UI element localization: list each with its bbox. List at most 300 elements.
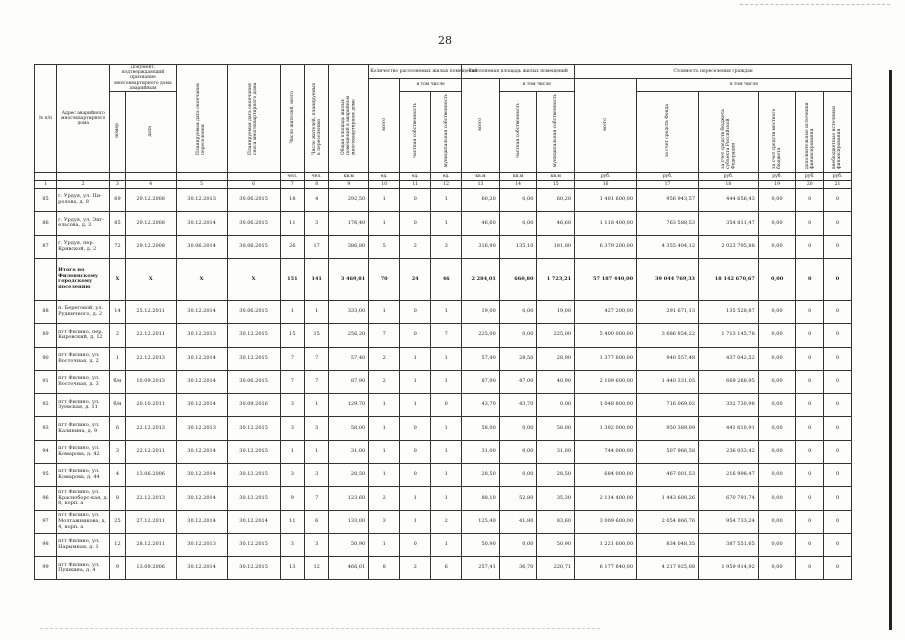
table-cell: 0 [400, 533, 431, 556]
table-cell: 216 998,47 [699, 464, 759, 487]
unit-cell: руб. [575, 173, 637, 181]
table-cell: 28,50 [462, 464, 500, 487]
table-cell: 1 [431, 487, 462, 510]
table-cell: 28,90 [537, 347, 575, 370]
table-cell: 30.09.2016 [227, 394, 280, 417]
table-cell: 386,80 [329, 235, 369, 258]
hdr-area-municipal: муниципальная собственность [537, 91, 575, 172]
table-cell: 3 [431, 235, 462, 258]
table-cell: 2 [369, 347, 400, 370]
table-cell: 89 [35, 324, 57, 347]
unit-cell: руб. [699, 173, 759, 181]
table-cell: 13.06.2006 [125, 464, 176, 487]
table-cell: 2 054 866,76 [637, 510, 699, 533]
table-cell: X [227, 258, 280, 300]
table-cell: 0 [400, 212, 431, 235]
table-cell: 99 [35, 557, 57, 580]
table-cell: 0,00 [758, 557, 796, 580]
table-cell: 30.12.2015 [227, 533, 280, 556]
table-cell: 0 [824, 533, 852, 556]
table-cell: 47,00 [499, 370, 537, 393]
table-cell: 176,40 [329, 212, 369, 235]
column-number-cell: 5 [176, 181, 227, 189]
column-number-cell: 4 [125, 181, 176, 189]
table-cell: 1 [369, 417, 400, 440]
table-cell: 0 [796, 189, 824, 212]
table-cell: 58,00 [329, 417, 369, 440]
table-cell: 354 811,47 [699, 212, 759, 235]
table-row [35, 417, 852, 440]
table-cell: 0 [796, 324, 824, 347]
table-cell: 2 [369, 370, 400, 393]
table-cell: 437 042,52 [699, 347, 759, 370]
table-cell: 0 [796, 557, 824, 580]
table-cell: 30.12.2015 [227, 557, 280, 580]
column-number-cell: 14 [499, 181, 537, 189]
table-cell: 60,20 [537, 189, 575, 212]
table-cell: 14 [110, 300, 125, 323]
table-cell: 1 [280, 440, 304, 463]
table-cell: 0 [796, 440, 824, 463]
table-cell: г. Урдуя, ул. Энг-ельсова, д. 3 [57, 212, 110, 235]
table-cell: 225,00 [537, 324, 575, 347]
table-cell: 1 [369, 189, 400, 212]
table-cell: г. Урдуя, пер. Кривской, д. 2 [57, 235, 110, 258]
table-cell: 0,00 [758, 417, 796, 440]
hdr-rooms-incl: в том числе [400, 79, 462, 92]
table-cell: 332 730,98 [699, 394, 759, 417]
table-cell: 11 [280, 212, 304, 235]
table-cell: 0 [824, 324, 852, 347]
table-cell: 0 [796, 370, 824, 393]
table-cell: 2 114 400,00 [575, 487, 637, 510]
table-cell: 30.06.2015 [227, 235, 280, 258]
column-number-cell: 15 [537, 181, 575, 189]
unit-cell [57, 173, 110, 181]
table-cell: 1 [400, 487, 431, 510]
table-row [35, 300, 852, 323]
column-number-cell: 11 [400, 181, 431, 189]
table-cell: 5 [369, 235, 400, 258]
table-cell: 466,01 [329, 557, 369, 580]
table-cell: 1 [369, 394, 400, 417]
hdr-area-private: частная собственность [499, 91, 537, 172]
table-cell: 30.06.2015 [227, 189, 280, 212]
table-cell: 30.12.2015 [227, 487, 280, 510]
unit-cell [176, 173, 227, 181]
table-cell: 3 [280, 464, 304, 487]
table-cell: 15 [280, 324, 304, 347]
table-cell: 87,90 [462, 370, 500, 393]
table-cell: 0 [796, 487, 824, 510]
table-cell: б/н [110, 370, 125, 393]
table-cell: б/н [110, 394, 125, 417]
table-cell: 660,80 [499, 258, 537, 300]
units-row [35, 173, 852, 181]
table-cell: 40,90 [537, 370, 575, 393]
hdr-doc-date: дата [125, 91, 176, 172]
table-cell: 29.12.2008 [125, 212, 176, 235]
table-row [35, 394, 852, 417]
table-cell: 0,00 [758, 510, 796, 533]
column-number-cell: 18 [699, 181, 759, 189]
table-cell: 18 142 670,67 [699, 258, 759, 300]
table-cell: 141 [305, 258, 329, 300]
table-cell: пгт Филино, ул. Красноборс-кая, д. 8, корп. а [57, 487, 110, 510]
table-cell: пгт Филино, ул. Восточная, д. 3 [57, 370, 110, 393]
table-cell: 85 [110, 212, 125, 235]
table-cell: 0,00 [537, 394, 575, 417]
table-cell: 1 440 331,05 [637, 370, 699, 393]
table-cell: 0,00 [758, 464, 796, 487]
table-cell: 1 [400, 394, 431, 417]
table-cell: 507 966,58 [637, 440, 699, 463]
table-row [35, 347, 852, 370]
table-cell: 956 943,57 [637, 189, 699, 212]
table-cell: 1 401 600,00 [575, 189, 637, 212]
table-cell: 123,60 [329, 487, 369, 510]
table-cell: 6 [110, 417, 125, 440]
table-cell: 0 [796, 417, 824, 440]
column-number-cell: 13 [462, 181, 500, 189]
table-cell: 7 [305, 370, 329, 393]
table-cell: 0 [824, 464, 852, 487]
table-cell: 30.12.2014 [176, 212, 227, 235]
table-cell: 90 [35, 347, 57, 370]
table-cell: 46,60 [462, 212, 500, 235]
column-numbers-row [35, 181, 852, 189]
table-cell: 292,50 [329, 189, 369, 212]
table-cell: 46,60 [537, 212, 575, 235]
table-cell: 0,00 [499, 189, 537, 212]
table-cell: 1 [431, 189, 462, 212]
table-cell: 0 [796, 235, 824, 258]
table-cell: 58,00 [462, 417, 500, 440]
unit-cell [227, 173, 280, 181]
table-cell: 29.12.2008 [125, 189, 176, 212]
table-cell: 30.12.2015 [227, 347, 280, 370]
table-cell: 954 733,24 [699, 510, 759, 533]
table-cell: 50,90 [462, 533, 500, 556]
table-cell: 0 [796, 300, 824, 323]
subtotal-row [35, 258, 852, 300]
hdr-cost-subject: за счет средств бюджета субъекта Российской Федерации [699, 91, 759, 172]
table-cell: 30.12.2014 [176, 394, 227, 417]
table-cell: 30.06.2015 [227, 300, 280, 323]
hdr-rooms-group: Количество расселяемых жилых помещений [369, 65, 462, 79]
hdr-area-total: всего [462, 79, 500, 173]
table-row [35, 370, 852, 393]
table-row [35, 557, 852, 580]
table-cell: 1 [369, 464, 400, 487]
hdr-cost-total: всего [575, 79, 637, 173]
table-cell: 57,40 [329, 347, 369, 370]
table-cell: 7 [280, 370, 304, 393]
table-row [35, 533, 852, 556]
table-row [35, 510, 852, 533]
table-cell: 30.06.2015 [227, 212, 280, 235]
table-cell: 28.12.2011 [125, 533, 176, 556]
table-cell: 11 [280, 510, 304, 533]
table-cell: 12 [110, 533, 125, 556]
table-cell: 225,00 [462, 324, 500, 347]
table-cell: п. Береговой, ул. Рудничного, д. 2 [57, 300, 110, 323]
table-cell: 0,00 [758, 212, 796, 235]
table-cell: 0 [400, 417, 431, 440]
table-cell: X [176, 258, 227, 300]
table-cell: 94 [35, 440, 57, 463]
hdr-rooms-municipal: муниципальная собственность [431, 91, 462, 172]
column-number-cell: 16 [575, 181, 637, 189]
unit-cell: чел. [280, 173, 304, 181]
table-cell: 57 187 440,00 [575, 258, 637, 300]
table-cell: 1 392 000,00 [575, 417, 637, 440]
table-cell: 30.12.2014 [176, 464, 227, 487]
table-cell: пгт Филино, ул. Калинина, д. 9 [57, 417, 110, 440]
unit-cell [110, 173, 125, 181]
column-number-cell: 19 [758, 181, 796, 189]
table-cell: 0,00 [758, 189, 796, 212]
table-cell: 441 610,91 [699, 417, 759, 440]
column-number-cell: 21 [824, 181, 852, 189]
table-cell: 6 [305, 510, 329, 533]
table-cell: 0 [824, 557, 852, 580]
table-cell: 181,80 [537, 235, 575, 258]
table-cell: 0 [824, 258, 852, 300]
table-cell: 0,00 [758, 440, 796, 463]
table-cell: 0 [400, 464, 431, 487]
table-cell: X [125, 258, 176, 300]
table-cell: 9 [110, 557, 125, 580]
table-cell: 87 [35, 235, 57, 258]
table-cell: 30.12.2015 [227, 417, 280, 440]
table-cell: 0,00 [499, 324, 537, 347]
table-cell: 2 023 795,88 [699, 235, 759, 258]
page-number: 28 [438, 34, 452, 47]
unit-cell: руб. [758, 173, 796, 181]
column-number-cell: 8 [305, 181, 329, 189]
table-cell: 1 [400, 370, 431, 393]
table-cell: 0 [824, 417, 852, 440]
table-cell: 0,00 [758, 258, 796, 300]
table-cell: 22.12.2011 [125, 324, 176, 347]
table-cell: 3 009 600,00 [575, 510, 637, 533]
unit-cell: кв.м [462, 173, 500, 181]
table-cell: 30.12.2014 [176, 370, 227, 393]
table-cell: 30.12.2014 [176, 300, 227, 323]
table-cell: 19,00 [462, 300, 500, 323]
table-cell: 444 656,43 [699, 189, 759, 212]
table-cell: 135 528,87 [699, 300, 759, 323]
hdr-rooms-private: частная собственность [400, 91, 431, 172]
table-cell: 0 [796, 394, 824, 417]
table-cell: 427 200,00 [575, 300, 637, 323]
hdr-rooms-total: всего [369, 79, 400, 173]
table-cell: 92 [35, 394, 57, 417]
table-cell: 13.09.2006 [125, 557, 176, 580]
table-cell: 0 [400, 300, 431, 323]
table-cell: 70 [369, 258, 400, 300]
table-cell: 7 [431, 324, 462, 347]
table-cell: 72 [110, 235, 125, 258]
table-cell: 1 221 600,00 [575, 533, 637, 556]
table-cell: 28,50 [537, 464, 575, 487]
table-cell: 1 [400, 347, 431, 370]
table-cell: 1 [305, 440, 329, 463]
table-cell: 1 377 600,00 [575, 347, 637, 370]
table-cell: 1 [305, 300, 329, 323]
table-cell: 50,90 [537, 533, 575, 556]
table-cell: 2 [110, 324, 125, 347]
table-cell: 30.12.2015 [227, 464, 280, 487]
table-cell: 86 [35, 212, 57, 235]
table-cell: 0 [400, 440, 431, 463]
scan-edge [889, 70, 892, 630]
table-cell: 0,00 [758, 347, 796, 370]
table-cell: 30.12.2013 [176, 417, 227, 440]
table-cell: 1 [110, 347, 125, 370]
table-cell: 3 [305, 417, 329, 440]
table-row [35, 235, 852, 258]
hdr-doc-number: номер [110, 91, 125, 172]
table-cell: Итого по Филеннскому городскому поселению [57, 258, 110, 300]
table-cell: 2 [400, 235, 431, 258]
table-cell: 25 [110, 510, 125, 533]
table-cell: пгт Филино, ул. Молтажникова, д. 4, корп. а [57, 510, 110, 533]
hdr-cost-incl: в том числе [637, 79, 852, 92]
column-number-cell: 10 [369, 181, 400, 189]
table-cell: 133,00 [329, 510, 369, 533]
table-cell: 1 048 800,00 [575, 394, 637, 417]
table-cell: 0 [431, 394, 462, 417]
table-cell: 35,30 [537, 487, 575, 510]
table-cell: 0,00 [499, 464, 537, 487]
table-cell: 88 [35, 300, 57, 323]
table-cell: 13 [280, 557, 304, 580]
table-cell: 3 [369, 510, 400, 533]
table-cell: 1 [431, 417, 462, 440]
table-cell: 0,00 [758, 235, 796, 258]
table-cell: 20.10.2011 [125, 394, 176, 417]
table-cell: 0 [824, 235, 852, 258]
column-number-cell: 17 [637, 181, 699, 189]
unit-cell [35, 173, 57, 181]
table-cell: 0,00 [499, 212, 537, 235]
table-cell: 30.12.2014 [176, 487, 227, 510]
column-number-cell: 9 [329, 181, 369, 189]
table-cell: 0 [824, 347, 852, 370]
table-cell: пгт Филино, ул. Нарымная, д. 1 [57, 533, 110, 556]
table-cell: 30.12.2014 [176, 557, 227, 580]
table-cell: 220,71 [537, 557, 575, 580]
column-number-cell: 6 [227, 181, 280, 189]
table-cell: 0 [824, 300, 852, 323]
table-cell: 22.12.2013 [125, 487, 176, 510]
unit-cell: руб. [796, 173, 824, 181]
table-row [35, 487, 852, 510]
table-cell: 4 [305, 189, 329, 212]
table-cell: 257,41 [462, 557, 500, 580]
table-cell: 0 [824, 487, 852, 510]
table-cell: 3 [305, 464, 329, 487]
table-cell: 85 [35, 189, 57, 212]
table-cell: 57,40 [462, 347, 500, 370]
table-cell: 950 389,09 [637, 417, 699, 440]
table-cell: 83,60 [537, 510, 575, 533]
table-cell: г. Урдуя, ул. Пи-ролова, д. 8 [57, 189, 110, 212]
table-cell: 1 [400, 510, 431, 533]
table-cell: 684 000,00 [575, 464, 637, 487]
resettlement-table [34, 64, 852, 580]
table-cell: 2 109 600,00 [575, 370, 637, 393]
table-cell: 22.12.2013 [125, 347, 176, 370]
table-cell: 1 [305, 394, 329, 417]
table-cell: 46 [431, 258, 462, 300]
table-cell: 7 [369, 324, 400, 347]
table-cell: 0,00 [758, 487, 796, 510]
table-cell: 4 [110, 464, 125, 487]
table-cell: 10.09.2013 [125, 370, 176, 393]
table-cell: 834 048,35 [637, 533, 699, 556]
table-cell: 2 [400, 557, 431, 580]
hdr-total-area: Общая площадь жилых помещений в аварийном многоквартирном доме [329, 65, 369, 173]
table-cell: 8 [110, 487, 125, 510]
table-cell: 0 [796, 212, 824, 235]
table-cell: 88,10 [462, 487, 500, 510]
table-cell: 30.12.2013 [176, 324, 227, 347]
unit-cell: чел. [305, 173, 329, 181]
table-cell: 0,00 [499, 417, 537, 440]
table-cell: 30.06.2014 [176, 235, 227, 258]
table-cell: 1 118 400,00 [575, 212, 637, 235]
table-cell: 0,00 [499, 533, 537, 556]
table-cell: 2 [431, 510, 462, 533]
table-cell: 87,90 [329, 370, 369, 393]
scan-noise-bottom [40, 628, 600, 629]
table-cell: 1 959 914,92 [699, 557, 759, 580]
table-cell: X [110, 258, 125, 300]
table-body [35, 189, 852, 580]
table-cell: 60,20 [462, 189, 500, 212]
table-cell: 670 791,74 [699, 487, 759, 510]
table-cell: 3 [305, 533, 329, 556]
table-cell: 31,00 [537, 440, 575, 463]
table-cell: 0,00 [499, 300, 537, 323]
table-cell: 30.12.2014 [176, 440, 227, 463]
hdr-residents-planned: Число жителей, планируемых к переселению [305, 65, 329, 173]
table-row [35, 464, 852, 487]
table-cell: 12 [305, 557, 329, 580]
hdr-document: Документ, подтверждающий признание многоквартирного дома аварийным [110, 65, 176, 92]
table-cell: 30.12.2014 [176, 347, 227, 370]
unit-cell: ед. [431, 173, 462, 181]
table-cell: 9 [280, 487, 304, 510]
hdr-address: Адрес аварийного многоквартирного дома [57, 65, 110, 173]
table-cell: 30.12.2015 [227, 440, 280, 463]
table-cell: 22.12.2013 [125, 417, 176, 440]
table-cell: 7 [305, 347, 329, 370]
table-cell: 0 [796, 258, 824, 300]
table-cell: 15 [305, 324, 329, 347]
table-cell: 95 [35, 464, 57, 487]
table-cell: 1 [369, 300, 400, 323]
unit-cell: кв.м [499, 173, 537, 181]
table-cell: 669 268,95 [699, 370, 759, 393]
table-cell: 0 [824, 394, 852, 417]
table-cell: 3 [280, 533, 304, 556]
table-cell: 467 001,53 [637, 464, 699, 487]
column-number-cell: 3 [110, 181, 125, 189]
